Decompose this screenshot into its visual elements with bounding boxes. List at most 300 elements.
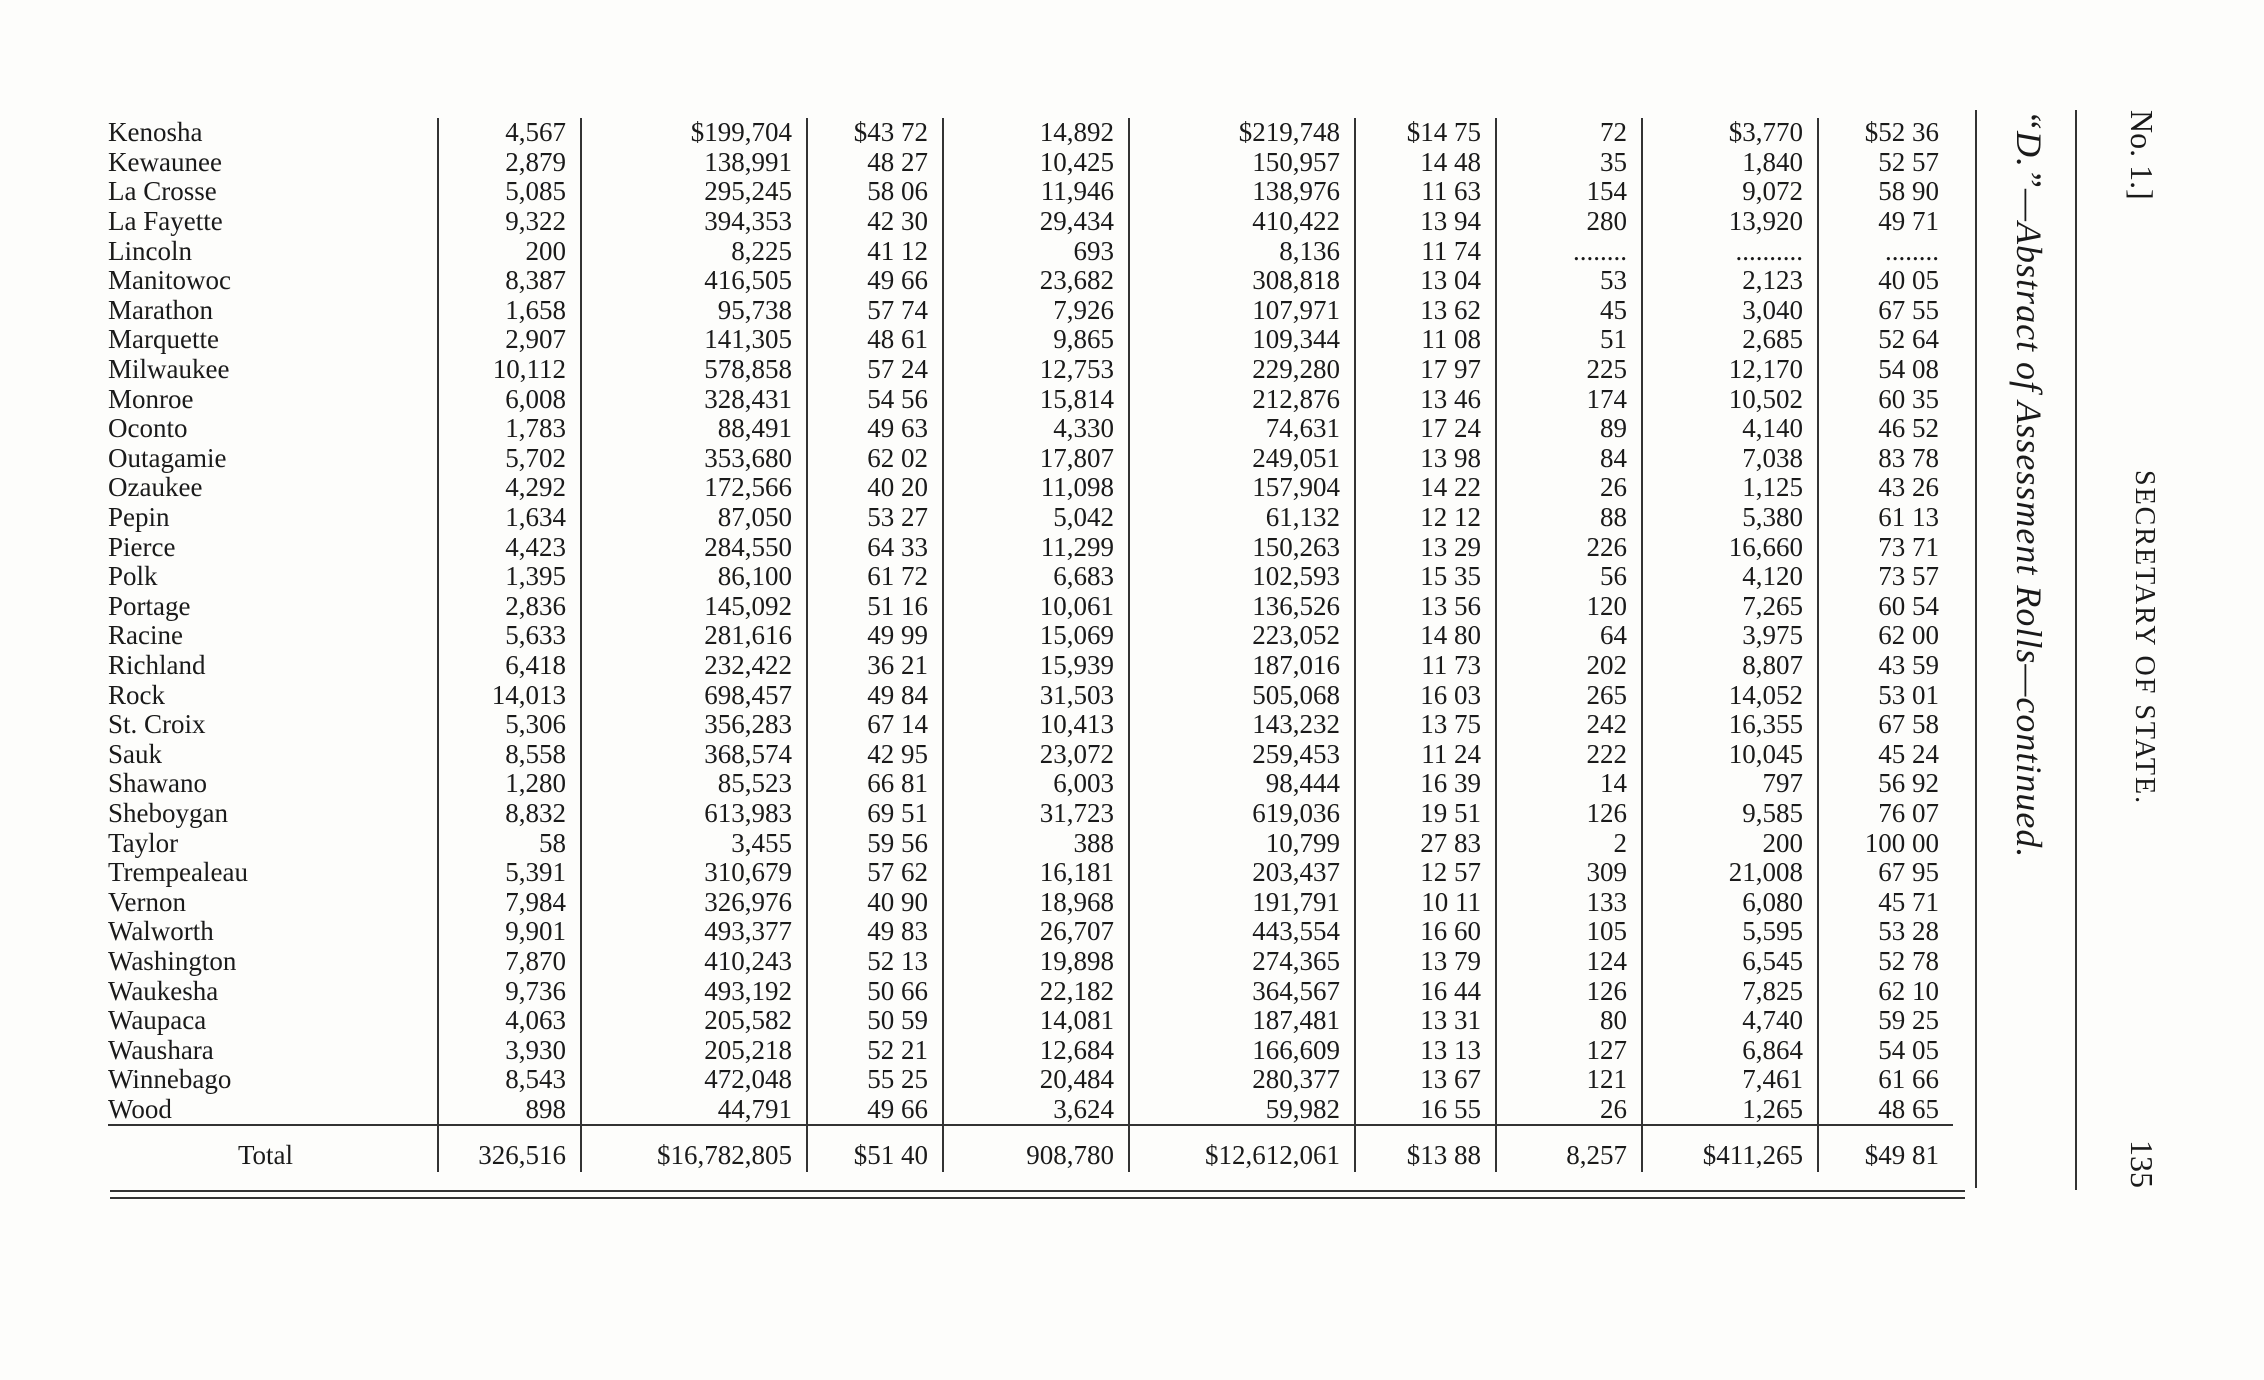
cell-col-7: 89 <box>1496 414 1642 444</box>
cell-col-4: 5,042 <box>943 503 1129 533</box>
table-row <box>108 266 1953 296</box>
cell-col-4: 19,898 <box>943 947 1129 977</box>
cell-col-9: 59 25 <box>1818 1006 1953 1036</box>
cell-col-6: 27 83 <box>1355 828 1496 858</box>
table-row <box>108 799 1953 829</box>
cell-col-2: 410,243 <box>581 947 807 977</box>
cell-col-3: 49 99 <box>807 621 943 651</box>
cell-col-1: 9,901 <box>438 917 581 947</box>
cell-col-2: 613,983 <box>581 799 807 829</box>
county-name: Ozaukee <box>108 472 203 503</box>
cell-col-4: 12,684 <box>943 1035 1129 1065</box>
cell-col-6: 13 94 <box>1355 207 1496 237</box>
cell-col-1: 14,013 <box>438 680 581 710</box>
cell-col-5: 308,818 <box>1129 266 1355 296</box>
cell-col-8: $411,265 <box>1642 1125 1818 1172</box>
county-name: Lincoln <box>108 235 192 266</box>
cell-col-8: 14,052 <box>1642 680 1818 710</box>
table-title: “D.”—Abstract of Assessment Rolls—continued. <box>2009 110 2049 859</box>
cell-col-5: 280,377 <box>1129 1065 1355 1095</box>
table-row <box>108 503 1953 533</box>
table-row <box>108 355 1953 385</box>
county-name: Outagamie <box>108 442 227 473</box>
cell-col-6: 13 98 <box>1355 444 1496 474</box>
cell-col-8: 10,045 <box>1642 739 1818 769</box>
cell-col-3: 53 27 <box>807 503 943 533</box>
county-name: Rock <box>108 679 165 710</box>
county-name: Kewaunee <box>108 146 222 177</box>
cell-col-5: 143,232 <box>1129 710 1355 740</box>
cell-col-7: ........ <box>1496 236 1642 266</box>
cell-col-7: 53 <box>1496 266 1642 296</box>
county-name: Taylor <box>108 827 179 858</box>
cell-col-1: 1,634 <box>438 503 581 533</box>
cell-col-7: 14 <box>1496 769 1642 799</box>
cell-col-9: 45 24 <box>1818 739 1953 769</box>
header-left-border <box>2075 110 2077 1190</box>
cell-col-8: 7,265 <box>1642 592 1818 622</box>
cell-col-9: 61 66 <box>1818 1065 1953 1095</box>
cell-col-9: 52 64 <box>1818 325 1953 355</box>
table-row <box>108 444 1953 474</box>
cell-col-9: 100 00 <box>1818 828 1953 858</box>
cell-col-6: 15 35 <box>1355 562 1496 592</box>
cell-col-4: 15,069 <box>943 621 1129 651</box>
cell-col-9: 52 78 <box>1818 947 1953 977</box>
county-name: Winnebago <box>108 1064 232 1095</box>
table-row <box>108 917 1953 947</box>
cell-col-3: 57 62 <box>807 858 943 888</box>
cell-col-9: 53 01 <box>1818 680 1953 710</box>
cell-col-1: 3,930 <box>438 1035 581 1065</box>
county-name: Sauk <box>108 738 162 769</box>
cell-col-3: 57 74 <box>807 296 943 326</box>
table-row <box>108 325 1953 355</box>
cell-col-4: 14,081 <box>943 1006 1129 1036</box>
cell-col-1: 2,879 <box>438 148 581 178</box>
cell-col-3: 67 14 <box>807 710 943 740</box>
cell-col-4: 31,723 <box>943 799 1129 829</box>
cell-col-3: 49 83 <box>807 917 943 947</box>
cell-col-9: 67 95 <box>1818 858 1953 888</box>
cell-col-5: $219,748 <box>1129 118 1355 148</box>
cell-col-8: 200 <box>1642 828 1818 858</box>
cell-col-9: 43 26 <box>1818 473 1953 503</box>
county-name: Waupaca <box>108 1005 207 1036</box>
cell-col-1: 10,112 <box>438 355 581 385</box>
county-name: Racine <box>108 620 183 651</box>
cell-col-1: 1,783 <box>438 414 581 444</box>
table-row <box>108 236 1953 266</box>
cell-col-5: 166,609 <box>1129 1035 1355 1065</box>
cell-col-6: 16 39 <box>1355 769 1496 799</box>
county-name: Pepin <box>108 502 170 533</box>
cell-col-5: 74,631 <box>1129 414 1355 444</box>
cell-col-2: 141,305 <box>581 325 807 355</box>
cell-col-9: 83 78 <box>1818 444 1953 474</box>
cell-col-8: 4,140 <box>1642 414 1818 444</box>
cell-col-7: 222 <box>1496 739 1642 769</box>
cell-col-8: 1,265 <box>1642 1095 1818 1126</box>
assessment-table <box>108 118 1953 1172</box>
cell-col-3: 49 66 <box>807 266 943 296</box>
cell-col-5: 107,971 <box>1129 296 1355 326</box>
county-name: Portage <box>108 590 191 621</box>
county-name: Pierce <box>108 531 176 562</box>
cell-col-2: 394,353 <box>581 207 807 237</box>
cell-col-2: 87,050 <box>581 503 807 533</box>
cell-col-8: 13,920 <box>1642 207 1818 237</box>
cell-col-1: 5,391 <box>438 858 581 888</box>
cell-col-6: 13 31 <box>1355 1006 1496 1036</box>
cell-col-1: 5,085 <box>438 177 581 207</box>
cell-col-3: 41 12 <box>807 236 943 266</box>
county-name: Monroe <box>108 383 194 414</box>
cell-col-2: 368,574 <box>581 739 807 769</box>
cell-col-2: 95,738 <box>581 296 807 326</box>
cell-col-9: ........ <box>1818 236 1953 266</box>
cell-col-8: 16,355 <box>1642 710 1818 740</box>
cell-col-8: 1,125 <box>1642 473 1818 503</box>
cell-col-8: $3,770 <box>1642 118 1818 148</box>
table-row <box>108 621 1953 651</box>
cell-col-1: 326,516 <box>438 1125 581 1172</box>
cell-col-3: $43 72 <box>807 118 943 148</box>
cell-col-4: 6,003 <box>943 769 1129 799</box>
cell-col-6: 16 55 <box>1355 1095 1496 1126</box>
cell-col-6: 17 24 <box>1355 414 1496 444</box>
cell-col-5: 138,976 <box>1129 177 1355 207</box>
cell-col-3: 52 21 <box>807 1035 943 1065</box>
cell-col-2: 281,616 <box>581 621 807 651</box>
cell-col-3: 57 24 <box>807 355 943 385</box>
table-row <box>108 592 1953 622</box>
cell-col-4: 26,707 <box>943 917 1129 947</box>
cell-col-6: 13 67 <box>1355 1065 1496 1095</box>
cell-col-1: 1,658 <box>438 296 581 326</box>
cell-col-5: 229,280 <box>1129 355 1355 385</box>
cell-col-5: 191,791 <box>1129 887 1355 917</box>
cell-col-5: 223,052 <box>1129 621 1355 651</box>
county-name: Sheboygan <box>108 797 228 828</box>
cell-col-4: 23,072 <box>943 739 1129 769</box>
cell-col-1: 8,543 <box>438 1065 581 1095</box>
cell-col-6: 14 80 <box>1355 621 1496 651</box>
cell-col-6: 14 22 <box>1355 473 1496 503</box>
cell-col-2: 205,218 <box>581 1035 807 1065</box>
cell-col-2: 3,455 <box>581 828 807 858</box>
cell-col-7: 45 <box>1496 296 1642 326</box>
cell-col-7: 105 <box>1496 917 1642 947</box>
cell-col-9: 67 55 <box>1818 296 1953 326</box>
cell-col-3: 64 33 <box>807 532 943 562</box>
cell-col-9: 40 05 <box>1818 266 1953 296</box>
cell-col-7: 174 <box>1496 384 1642 414</box>
assessment-table-container <box>108 118 1953 1172</box>
cell-col-8: 16,660 <box>1642 532 1818 562</box>
cell-col-4: 11,299 <box>943 532 1129 562</box>
cell-col-6: 13 13 <box>1355 1035 1496 1065</box>
county-name: Marathon <box>108 294 213 325</box>
cell-col-7: 124 <box>1496 947 1642 977</box>
cell-col-1: 6,418 <box>438 651 581 681</box>
cell-col-4: 23,682 <box>943 266 1129 296</box>
cell-col-4: 18,968 <box>943 887 1129 917</box>
cell-col-7: 56 <box>1496 562 1642 592</box>
cell-col-6: $14 75 <box>1355 118 1496 148</box>
cell-col-7: 51 <box>1496 325 1642 355</box>
cell-col-1: 58 <box>438 828 581 858</box>
county-name: Marquette <box>108 324 219 355</box>
cell-col-9: 53 28 <box>1818 917 1953 947</box>
cell-col-2: 310,679 <box>581 858 807 888</box>
cell-col-3: 52 13 <box>807 947 943 977</box>
cell-col-3: 50 59 <box>807 1006 943 1036</box>
table-row <box>108 384 1953 414</box>
total-row <box>108 1125 1953 1172</box>
cell-col-4: 17,807 <box>943 444 1129 474</box>
cell-col-5: 136,526 <box>1129 592 1355 622</box>
cell-col-2: 356,283 <box>581 710 807 740</box>
table-row <box>108 118 1953 148</box>
cell-col-1: 7,870 <box>438 947 581 977</box>
cell-col-9: 58 90 <box>1818 177 1953 207</box>
cell-col-7: 120 <box>1496 592 1642 622</box>
cell-col-3: 59 56 <box>807 828 943 858</box>
table-row <box>108 1065 1953 1095</box>
cell-col-4: 6,683 <box>943 562 1129 592</box>
cell-col-1: 9,736 <box>438 976 581 1006</box>
cell-col-1: 5,702 <box>438 444 581 474</box>
cell-col-9: 48 65 <box>1818 1095 1953 1126</box>
cell-col-9: 73 57 <box>1818 562 1953 592</box>
cell-col-8: .......... <box>1642 236 1818 266</box>
cell-col-5: 505,068 <box>1129 680 1355 710</box>
cell-col-3: 42 95 <box>807 739 943 769</box>
cell-col-4: 20,484 <box>943 1065 1129 1095</box>
table-row <box>108 680 1953 710</box>
cell-col-5: 187,016 <box>1129 651 1355 681</box>
office-name: SECRETARY OF STATE. <box>2129 470 2160 806</box>
cell-col-4: 14,892 <box>943 118 1129 148</box>
cell-col-4: 15,939 <box>943 651 1129 681</box>
cell-col-1: 8,387 <box>438 266 581 296</box>
cell-col-6: 14 48 <box>1355 148 1496 178</box>
cell-col-4: 11,946 <box>943 177 1129 207</box>
cell-col-6: 12 57 <box>1355 858 1496 888</box>
cell-col-3: 40 20 <box>807 473 943 503</box>
table-row <box>108 296 1953 326</box>
table-right-border <box>1975 110 1977 1188</box>
county-name: Trempealeau <box>108 857 248 888</box>
cell-col-4: 7,926 <box>943 296 1129 326</box>
cell-col-2: 8,225 <box>581 236 807 266</box>
cell-col-5: 61,132 <box>1129 503 1355 533</box>
table-row <box>108 739 1953 769</box>
cell-col-8: 7,038 <box>1642 444 1818 474</box>
county-name: La Fayette <box>108 206 223 237</box>
cell-col-1: 1,395 <box>438 562 581 592</box>
table-row <box>108 1006 1953 1036</box>
table-row <box>108 414 1953 444</box>
cell-col-9: 61 13 <box>1818 503 1953 533</box>
cell-col-4: 31,503 <box>943 680 1129 710</box>
cell-col-2: 44,791 <box>581 1095 807 1126</box>
cell-col-7: 8,257 <box>1496 1125 1642 1172</box>
cell-col-8: 1,840 <box>1642 148 1818 178</box>
cell-col-4: 388 <box>943 828 1129 858</box>
county-name: Vernon <box>108 886 186 917</box>
cell-col-8: 6,864 <box>1642 1035 1818 1065</box>
county-name: Richland <box>108 649 206 680</box>
cell-col-2: 284,550 <box>581 532 807 562</box>
table-row <box>108 769 1953 799</box>
cell-col-4: 10,061 <box>943 592 1129 622</box>
cell-col-3: 54 56 <box>807 384 943 414</box>
cell-col-5: 203,437 <box>1129 858 1355 888</box>
cell-col-7: 154 <box>1496 177 1642 207</box>
cell-col-9: 52 57 <box>1818 148 1953 178</box>
cell-col-8: 4,120 <box>1642 562 1818 592</box>
cell-col-6: $13 88 <box>1355 1125 1496 1172</box>
cell-col-1: 7,984 <box>438 887 581 917</box>
table-row <box>108 976 1953 1006</box>
cell-col-6: 16 44 <box>1355 976 1496 1006</box>
cell-col-9: 60 54 <box>1818 592 1953 622</box>
cell-col-7: 80 <box>1496 1006 1642 1036</box>
cell-col-2: 698,457 <box>581 680 807 710</box>
cell-col-1: 9,322 <box>438 207 581 237</box>
cell-col-3: 58 06 <box>807 177 943 207</box>
cell-col-5: 109,344 <box>1129 325 1355 355</box>
cell-col-2: $16,782,805 <box>581 1125 807 1172</box>
cell-col-6: 12 12 <box>1355 503 1496 533</box>
cell-col-8: 3,040 <box>1642 296 1818 326</box>
cell-col-6: 10 11 <box>1355 887 1496 917</box>
cell-col-8: 8,807 <box>1642 651 1818 681</box>
cell-col-7: 265 <box>1496 680 1642 710</box>
cell-col-8: 9,072 <box>1642 177 1818 207</box>
cell-col-8: 6,080 <box>1642 887 1818 917</box>
cell-col-5: 187,481 <box>1129 1006 1355 1036</box>
table-row <box>108 828 1953 858</box>
cell-col-9: 54 08 <box>1818 355 1953 385</box>
cell-col-6: 13 56 <box>1355 592 1496 622</box>
cell-col-2: 85,523 <box>581 769 807 799</box>
cell-col-9: 62 00 <box>1818 621 1953 651</box>
cell-col-3: 49 63 <box>807 414 943 444</box>
table-row <box>108 887 1953 917</box>
cell-col-2: 86,100 <box>581 562 807 592</box>
cell-col-7: 226 <box>1496 532 1642 562</box>
cell-col-1: 2,907 <box>438 325 581 355</box>
cell-col-3: 48 27 <box>807 148 943 178</box>
cell-col-5: 249,051 <box>1129 444 1355 474</box>
cell-col-6: 11 63 <box>1355 177 1496 207</box>
cell-col-4: 4,330 <box>943 414 1129 444</box>
cell-col-8: 7,825 <box>1642 976 1818 1006</box>
cell-col-1: 2,836 <box>438 592 581 622</box>
cell-col-9: 49 71 <box>1818 207 1953 237</box>
cell-col-8: 9,585 <box>1642 799 1818 829</box>
cell-col-7: 121 <box>1496 1065 1642 1095</box>
cell-col-2: $199,704 <box>581 118 807 148</box>
cell-col-6: 11 08 <box>1355 325 1496 355</box>
cell-col-7: 35 <box>1496 148 1642 178</box>
cell-col-2: 416,505 <box>581 266 807 296</box>
cell-col-2: 205,582 <box>581 1006 807 1036</box>
cell-col-2: 88,491 <box>581 414 807 444</box>
cell-col-7: 280 <box>1496 207 1642 237</box>
table-row <box>108 207 1953 237</box>
cell-col-3: 51 16 <box>807 592 943 622</box>
cell-col-8: 7,461 <box>1642 1065 1818 1095</box>
cell-col-2: 232,422 <box>581 651 807 681</box>
county-name: Wood <box>108 1093 172 1124</box>
cell-col-6: 11 73 <box>1355 651 1496 681</box>
cell-col-6: 13 04 <box>1355 266 1496 296</box>
cell-col-8: 2,685 <box>1642 325 1818 355</box>
cell-col-9: $49 81 <box>1818 1125 1953 1172</box>
cell-col-1: 4,292 <box>438 473 581 503</box>
cell-col-9: 62 10 <box>1818 976 1953 1006</box>
cell-col-2: 172,566 <box>581 473 807 503</box>
county-name: St. Croix <box>108 709 206 740</box>
cell-col-7: 26 <box>1496 473 1642 503</box>
cell-col-9: 45 71 <box>1818 887 1953 917</box>
page-number: 135 <box>2124 1140 2160 1188</box>
cell-col-5: 619,036 <box>1129 799 1355 829</box>
cell-col-3: 40 90 <box>807 887 943 917</box>
cell-col-1: 8,832 <box>438 799 581 829</box>
cell-col-2: 353,680 <box>581 444 807 474</box>
cell-col-5: 157,904 <box>1129 473 1355 503</box>
cell-col-2: 145,092 <box>581 592 807 622</box>
cell-col-3: 66 81 <box>807 769 943 799</box>
table-row <box>108 532 1953 562</box>
document-number: No. 1.] <box>2124 110 2160 200</box>
cell-col-6: 16 60 <box>1355 917 1496 947</box>
county-name: Manitowoc <box>108 265 231 296</box>
cell-col-8: 797 <box>1642 769 1818 799</box>
county-name: Polk <box>108 561 158 592</box>
table-row <box>108 562 1953 592</box>
cell-col-2: 493,192 <box>581 976 807 1006</box>
cell-col-8: 5,595 <box>1642 917 1818 947</box>
cell-col-5: 10,799 <box>1129 828 1355 858</box>
cell-col-2: 328,431 <box>581 384 807 414</box>
cell-col-2: 326,976 <box>581 887 807 917</box>
cell-col-6: 17 97 <box>1355 355 1496 385</box>
page-header <box>2110 110 2160 1210</box>
cell-col-7: 225 <box>1496 355 1642 385</box>
cell-col-1: 4,063 <box>438 1006 581 1036</box>
county-name: Shawano <box>108 768 207 799</box>
cell-col-1: 5,633 <box>438 621 581 651</box>
cell-col-4: 15,814 <box>943 384 1129 414</box>
cell-col-6: 13 29 <box>1355 532 1496 562</box>
cell-col-1: 8,558 <box>438 739 581 769</box>
cell-col-7: 309 <box>1496 858 1642 888</box>
cell-col-8: 2,123 <box>1642 266 1818 296</box>
cell-col-5: 443,554 <box>1129 917 1355 947</box>
cell-col-3: 36 21 <box>807 651 943 681</box>
table-body <box>108 118 1953 1172</box>
cell-col-9: $52 36 <box>1818 118 1953 148</box>
cell-col-4: 693 <box>943 236 1129 266</box>
cell-col-7: 242 <box>1496 710 1642 740</box>
table-row <box>108 947 1953 977</box>
